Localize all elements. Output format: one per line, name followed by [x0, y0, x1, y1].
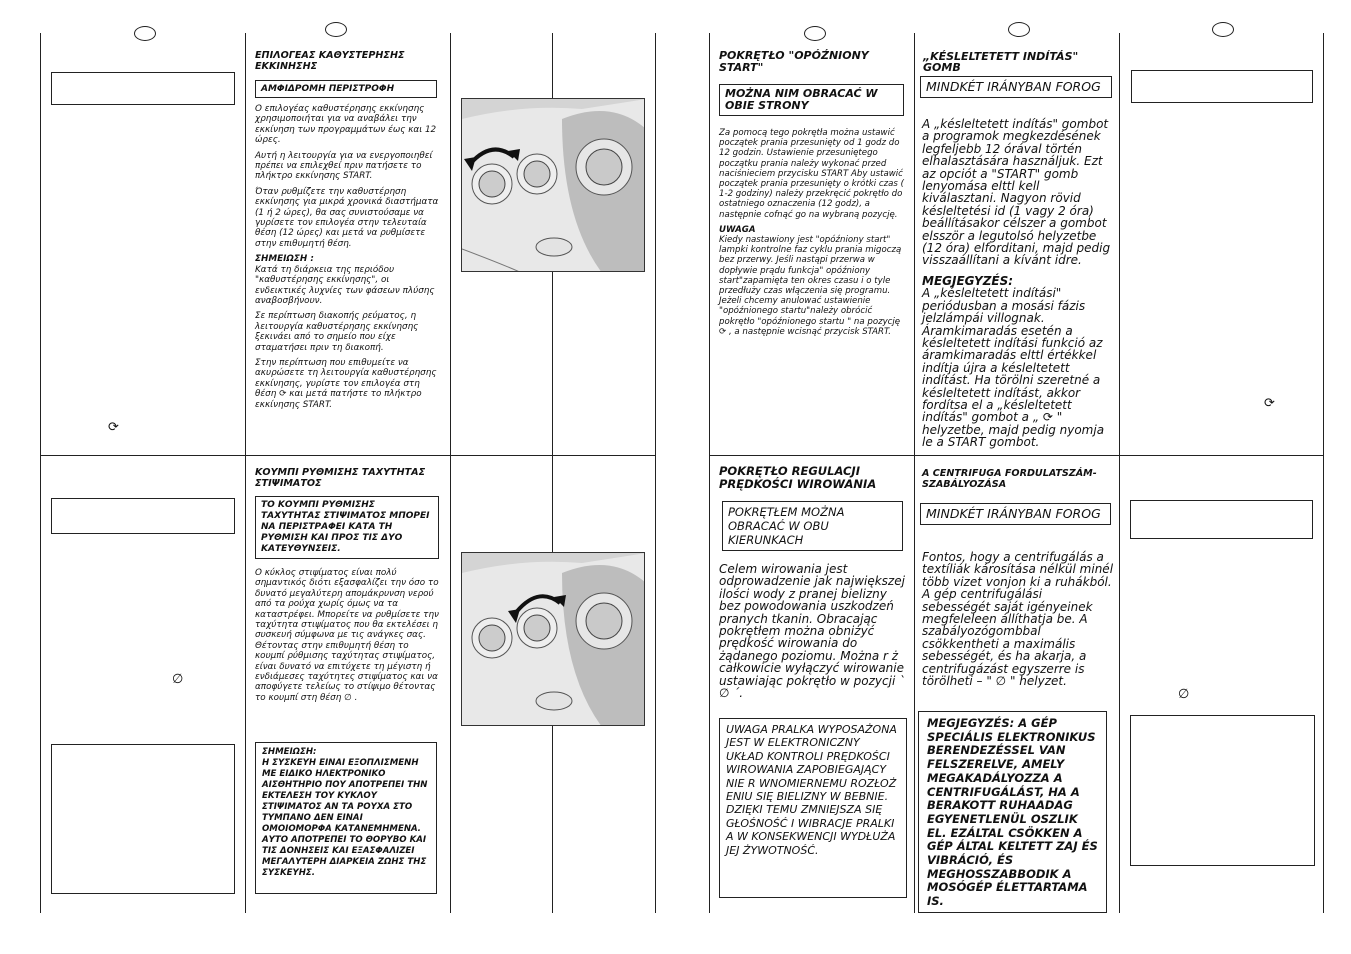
polish-delay-note-title: UWAGA — [719, 224, 756, 235]
delay-knob-photo — [461, 98, 645, 272]
greek-delay-title: ΕΠΙΛΟΓΕΑΣ ΚΑΘΥΣΤΕΡΗΣΗΣ ΕΚΚΙΝΗΣΗΣ — [255, 50, 405, 72]
timer-icon: ⟳ — [1264, 396, 1275, 411]
hungarian-spin-p1b: " helyzet. — [1009, 674, 1067, 689]
greek-spin-note-title: ΣΗΜΕΙΩΣΗ: — [262, 747, 317, 757]
page-rule — [1323, 33, 1324, 913]
polish-spin-text — [719, 563, 909, 707]
polish-delay-note-b: , a następnie wcisnąć przycisk START. — [728, 326, 891, 337]
greek-delay-p3: Όταν ρυθμίζετε την καθυστέρηση εκκίνησης για μικρά χρονικά διαστήματα (1 ή 2 ώρες), θα σας συνιστούσαμε να γυρίσετε τον επιλογέα στην τελευταία θέση (12 ώρες) και μετά να ρυθμίσετε στην επιθυμητή θέση. — [255, 186, 439, 249]
greek-delay-note: Κατά τη διάρκεια της περιόδου "καθυστέρησης εκκίνησης", οι ενδεικτικές λυχνίες των φάσεων πλύσης αναβοσβήνουν. — [255, 264, 435, 306]
polish-spin-box: POKRĘTŁEM MOŻNA OBRACAĆ W OBU KIERUNKACH — [722, 501, 903, 551]
polish-delay-note-text: Kiedy nastawiony jest "opóźniony start" lampki kontrolne faz cyklu prania migoczą bez przerwy. Jeśli nastąpi przerwa w dopływie prądu funkcja" opóźniony start"zapamięta ten okres czasu i o tyle przedłuży czas włączenia się programu. Jeżeli chcemy anulować ustawienie "opóźnionego startu"należy obrócić pokrętło "opóźnionego startu " na pozycję — [719, 235, 902, 327]
greek-spin-p1-text: Ο κύκλος στιψίματος είναι πολύ σημαντικός διότι εξασφαλίζει την όσο το δυνατό μεγαλύτερη απομάκρυνση νερού από τα ρούχα χωρίς όμως να τα καταστρέφει. Μπορείτε να ρυθμίσετε την ταχύτητα στιψίματος που θα εκτελέσει η συσκευή σύμφωνα με τις ανάγκες σας. Θέτοντας στην επιθυμητή θέση το κουμπί ρύθμισης ταχύτητας στιψίματος, είναι δυνατό να επιτύχετε τη μέγιστη ή ενδιάμεσες ταχύτητες στιψίματος και να αποφύγετε τελείως το στίψιμο θέτοντας το κουμπί στη θέση — [255, 568, 439, 703]
hungarian-delay-note-title: MEGJEGYZÉS: — [922, 273, 1014, 288]
empty-note-box — [1130, 715, 1315, 866]
empty-title-box — [51, 72, 235, 105]
empty-title-box — [51, 498, 235, 534]
hungarian-delay-title: „KÉSLELTETETT INDÍTÁS" GOMB — [923, 50, 1079, 74]
polish-delay-p1: Za pomocą tego pokrętła można ustawić początek prania przesunięty od 1 godz do 12 godzin. Ustawienie przesuniętego początku prania należy wykonać przed naciśnieciem przycisku START Aby ustawić początek prania przesunięty o krótki czas ( 1-2 godziny) należy przekręcić pokrętło do ostatniego oznaczenia (12 godz), a następnie cofnąć go na wybraną pozycję. — [719, 128, 904, 220]
polish-delay-title: POKRĘTŁO "OPÓŹNIONY START" — [719, 49, 869, 74]
no-spin-icon: ∅ — [344, 692, 352, 703]
page-rule — [655, 33, 656, 913]
language-flag-oval — [325, 22, 347, 37]
language-flag-oval — [804, 26, 826, 41]
greek-spin-box: ΤΟ ΚΟΥΜΠΙ ΡΥΘΜΙΣΗΣ ΤΑΧΥΤΗΤΑΣ ΣΤΙΨΙΜΑΤΟΣ ΜΠΟΡΕΙ ΝΑ ΠΕΡΙΣΤΡΑΦΕΙ ΚΑΤΑ ΤΗ ΡΥΘΜΙΣΗ ΚΑΙ ΠΡΟΣ ΤΙΣ ΔΥΟ ΚΑΤΕΥΘΥΝΣΕΙΣ. — [255, 496, 439, 559]
greek-spin-p1: Ο κύκλος στιψίματος είναι πολύ σημαντικός διότι εξασφαλίζει την όσο το δυνατό μεγαλύτερη απομάκρυνση νερού από τα ρούχα χωρίς όμως να τα καταστρέφει. Μπορείτε να ρυθμίσετε την ταχύτητα στιψίματος που θα εκτελέσει η συσκευή σύμφωνα με τις ανάγκες σας. Θέτοντας στην επιθυμητή θέση το κουμπί ρύθμισης ταχύτητας στιψίματος, είναι δυνατό να επιτύχετε τη μέγιστη ή ενδιάμεσες ταχύτητες στιψίματος και να αποφύγετε τελείως το στίψιμο θέτοντας το κουμπί στη θέση ∅ . — [255, 568, 439, 703]
greek-delay-box: ΑΜΦΙΔΡΟΜΗ ΠΕΡΙΣΤΡΟΦΗ — [255, 80, 437, 98]
polish-spin-p1-text: Celem wirowania jest odprowadzenie jak największej ilości wody z pranej bielizny bez powodowania uszkodzeń pranych tkanin. Obracając pokrętłem można obniżyć prędkość wirowania do żądanego poziomu. Można r ż całkowicie wyłączyć wirowanie ustawiając pokrętło w pozycji ` — [719, 562, 906, 688]
timer-icon: ⟳ — [719, 326, 727, 337]
hungarian-delay-text — [922, 118, 1114, 457]
hungarian-delay-note — [922, 287, 1114, 448]
no-spin-icon: ∅ — [719, 686, 730, 701]
language-flag-oval — [1212, 22, 1234, 37]
greek-delay-p1: Ο επιλογέας καθυστέρησης εκκίνησης χρησιμοποιήται για να αναβάλει την εκκίνηση των προγραμμάτων έως και 12 ώρες. — [255, 104, 437, 146]
polish-spin-note: UWAGA PRALKA WYPOSAŻONA JEST W ELEKTRONICZNY UKŁAD KONTROLI PRĘDKOŚCI WIROWANIA ZAPOBIEGAJĄCY NIE R WNOMIERNEMU ROZŁOŻ ENIU SIĘ BIELIZNY W BEBNIE. DZIĘKI TEMU ZMNIEJSZA SIĘ GŁOŚNOŚĆ I WIBRACJE PRALKI A W KONSEKWENCJI WYDŁUŻA JEJ ŻYWOTNOŚĆ. — [719, 718, 907, 898]
timer-icon: ⟳ — [108, 420, 119, 435]
hungarian-spin-p1-text: Fontos, hogy a centrifugálás a textíliák károsítása nélkül minél több vizet vonjon ki a ruhákból. A gép centrifugálási sebességét saját igényeinek megfeleleen állíthatja be. A szabályozógombbal csökkentheti a maximális sebességét, és ha akarja, a centrifugázást egyszerre is törölheti – " — [922, 550, 1114, 689]
section-divider — [40, 455, 655, 456]
greek-delay-p5 — [255, 358, 440, 410]
spin-knob-photo — [461, 552, 645, 726]
empty-title-box — [1131, 70, 1313, 103]
page-rule — [40, 33, 41, 913]
hungarian-delay-p1: A „késleltetett indítás" gombot a programok megkezdésének legfeljebb 12 órával történ elhalasztására használjuk. Ezt az opciót a "START" gomb lenyomása elttl kell kiválasztani. Nagyon rövid késleltetési id (1 vagy 2 óra) beállításakor célszer a gombot elsször a legutolsó helyzetbe (12 óra) elforditani, majd pedig visszaállítani a kívánt idre. — [922, 117, 1111, 268]
greek-delay-p5b: και μετά πατήστε το πλήκτρο εκκίνησης START. — [255, 389, 422, 410]
hungarian-spin-text — [922, 551, 1114, 695]
page-rule — [450, 33, 451, 913]
page-rule — [914, 33, 915, 913]
greek-spin-title: ΚΟΥΜΠΙ ΡΥΘΜΙΣΗΣ ΤΑΧΥΤΗΤΑΣ ΣΤΙΨΙΜΑΤΟΣ — [255, 467, 426, 489]
hungarian-delay-note-text: A „késleltetett indítási" periódusban a mosási fázis jelzlámpái villognak. Áramkimaradás esetén a késleltetett indítási funkció az áramkimaradás elttl értékkel indítja újra a késleltetett indítást. Ha törölni szeretné a késleltetett indítást, akkor fordítsa el a „késleltetett indítás" gombot a „ — [922, 286, 1103, 425]
empty-note-box — [51, 744, 235, 894]
polish-spin-p1: Celem wirowania jest odprowadzenie jak największej ilości wody z pranej bielizny bez powodowania uszkodzeń pranych tkanin. Obracając pokrętłem można obniżyć prędkość wirowania do żądanego poziomu. Można r ż całkowicie wyłączyć wirowanie ustawiając pokrętło w pozycji ` ∅ ´. — [719, 562, 906, 701]
hungarian-spin-box: MINDKÉT IRÁNYBAN FOROG — [920, 503, 1111, 525]
hungarian-delay-box: MINDKÉT IRÁNYBAN FOROG — [920, 76, 1112, 98]
no-spin-icon: ∅ — [172, 672, 184, 687]
page-rule — [245, 33, 246, 913]
knob-illustration — [462, 99, 645, 272]
greek-delay-note-title: ΣΗΜΕΙΩΣΗ : — [255, 254, 314, 265]
polish-spin-title: POKRĘTŁO REGULACJI PRĘDKOŚCI WIROWANIA — [719, 464, 877, 491]
greek-spin-note — [255, 742, 437, 894]
page-rule — [709, 33, 710, 913]
polish-delay-note — [719, 235, 909, 337]
timer-icon: ⟳ — [279, 389, 287, 400]
greek-delay-p5-text: Στην περίπτωση που επιθυμείτε να ακυρώσετε τη λειτουργία καθυστέρησης εκκίνησης, γυρίστε τον επιλογέα στη θέση — [255, 357, 437, 400]
page-rule — [1119, 33, 1120, 913]
no-spin-icon: ∅ — [1178, 687, 1190, 702]
empty-title-box — [1130, 500, 1313, 539]
greek-delay-text — [255, 104, 440, 415]
greek-spin-note-text: Η ΣΥΣΚΕΥΗ ΕΙΝΑΙ ΕΞΟΠΛΙΣΜΕΝΗ ΜΕ ΕΙΔΙΚΟ ΗΛΕΚΤΡΟΝΙΚΟ ΑΙΣΘΗΤΗΡΙΟ ΠΟΥ ΑΠΟΤΡΕΠΕΙ ΤΗΝ ΕΚΤΕΛΕΣΗ ΤΟΥ ΚΥΚΛΟΥ ΣΤΙΨΙΜΑΤΟΣ ΑΝ ΤΑ ΡΟΥΧΑ ΣΤΟ ΤΥΜΠΑΝΟ ΔΕΝ ΕΙΝΑΙ ΟΜΟΙΟΜΟΡΦΑ ΚΑΤΑΝΕΜΗΜΕΝΑ. ΑΥΤΟ ΑΠΟΤΡΕΠΕΙ ΤΟ ΘΟΡΥΒΟ ΚΑΙ ΤΙΣ ΔΟΝΗΣΕΙΣ ΚΑΙ ΕΞΑΣΦΑΛΙΖΕΙ ΜΕΓΑΛΥΤΕΡΗ ΔΙΑΡΚΕΙΑ ΖΩΗΣ ΤΗΣ ΣΥΣΚΕΥΗΣ. — [262, 758, 428, 878]
no-spin-icon: ∅ — [995, 674, 1007, 689]
greek-delay-p4: Σε περίπτωση διακοπής ρεύματος, η λειτουργία καθυστέρησης εκκίνησης ξεκινάει από το σημείο που είχε σταματήσει πριν τη διακοπή. — [255, 311, 419, 353]
timer-icon: ⟳ — [1042, 410, 1053, 425]
language-flag-oval — [134, 26, 156, 41]
language-flag-oval — [1008, 22, 1030, 37]
hungarian-delay-note-b: " helyzetbe, majd pedig nyomja le a START gombot. — [922, 410, 1105, 450]
hungarian-spin-p1 — [922, 551, 1114, 687]
hungarian-spin-note: MEGJEGYZÉS: A GÉP SPECIÁLIS ELEKTRONIKUS BERENDEZÉSSEL VAN FELSZERELVE, AMELY MEGAKADÁLYOZZA A CENTRIFUGÁLÁST, HA A BERAKOTT RUHAADAG EGYENETLENÜL OSZLIK EL. EZÁLTAL CSÖKKEN A GÉP ÁLTAL KELTETT ZAJ ÉS VIBRÁCIÓ, ÉS MEGHOSSZABBODIK A MOSÓGÉP ÉLETTARTAMA IS. — [918, 711, 1107, 913]
polish-delay-box: MOŻNA NIM OBRACAĆ W OBIE STRONY — [719, 84, 904, 116]
greek-delay-p2: Αυτή η λειτουργία για να ενεργοποιηθεί πρέπει να επιλεχθεί πριν πατήσετε το πλήκτρο εκκίνησης START. — [255, 150, 433, 182]
polish-delay-text — [719, 128, 909, 342]
knob-illustration — [462, 553, 645, 726]
hungarian-spin-title: A CENTRIFUGA FORDULATSZÁM-SZABÁLYOZÁSA — [922, 468, 1097, 490]
greek-spin-text — [255, 568, 440, 708]
